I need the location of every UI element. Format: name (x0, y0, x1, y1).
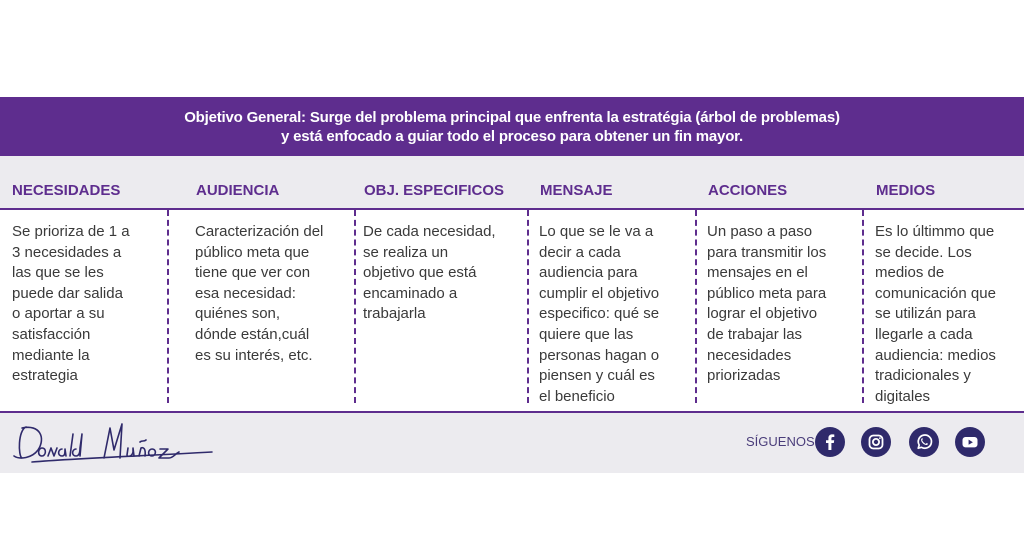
text-line: se decide. Los (875, 243, 972, 261)
text-line: el beneficio (539, 387, 615, 405)
text-line: cumplir el objetivo (539, 284, 660, 302)
column-divider (527, 210, 529, 403)
text-line: piensen y cuál es (539, 367, 655, 385)
text-line: de trabajar las (707, 325, 803, 343)
text-line: audiencia para (539, 264, 638, 282)
header-medios: MEDIOS (876, 182, 936, 199)
text-line: o aportar a su (12, 305, 105, 323)
text-line: tradicionales y (875, 367, 971, 385)
cell-audiencia (195, 222, 323, 366)
text-line: encaminado a (363, 284, 458, 302)
text-line: estrategia (12, 367, 78, 385)
text-line: lograr el objetivo (707, 305, 818, 323)
text-line: necesidades (707, 346, 792, 364)
text-line: digitales (875, 387, 931, 405)
header-obj-especificos: OBJ. ESPECIFICOS (364, 182, 505, 199)
text-line: público meta que (195, 243, 310, 261)
text-line: Es lo últimmo que (875, 223, 995, 240)
whatsapp-icon[interactable] (909, 427, 939, 457)
text-line: se realiza un (363, 243, 449, 261)
donald-munoz-signature-logo (12, 418, 222, 468)
text-line: Se prioriza de 1 a (12, 223, 130, 240)
header-necesidades: NECESIDADES (12, 182, 121, 199)
objective-line-1: Objetivo General: Surge del problema principal que enfrenta la estratégia (árbol de problemas) (184, 108, 840, 126)
objective-banner (0, 97, 1024, 156)
header-acciones: ACCIONES (708, 182, 788, 199)
text-line: se utilizán para (875, 305, 976, 323)
text-line: Caracterización del (195, 223, 324, 240)
cell-medios (875, 222, 996, 407)
text-line: Un paso a paso (707, 223, 813, 240)
text-line: personas hagan o (539, 346, 660, 364)
follow-label: SÍGUENOS (746, 434, 815, 449)
cell-necesidades (12, 222, 130, 387)
column-headers (0, 156, 1024, 210)
column-divider (167, 210, 169, 403)
text-line: mensajes en el (707, 264, 808, 282)
text-line: priorizadas (707, 367, 781, 385)
text-line: audiencia: medios (875, 346, 996, 364)
text-line: comunicación que (875, 284, 996, 302)
text-line: para transmitir los (707, 243, 827, 261)
text-line: De cada necesidad, (363, 223, 496, 240)
cell-mensaje (539, 222, 659, 407)
text-line: quiere que las (539, 325, 634, 343)
header-audiencia: AUDIENCIA (196, 182, 280, 199)
cell-obj-especificos (363, 222, 496, 325)
column-divider (862, 210, 864, 403)
text-line: mediante la (12, 346, 90, 364)
instagram-icon[interactable] (861, 427, 891, 457)
column-divider (354, 210, 356, 403)
text-line: quiénes son, (195, 305, 281, 323)
text-line: trabajarla (363, 305, 426, 323)
text-line: las que se les (12, 264, 104, 282)
text-line: especifico: qué se (539, 305, 660, 323)
youtube-icon[interactable] (955, 427, 985, 457)
text-line: satisfacción (12, 325, 91, 343)
text-line: tiene que ver con (195, 264, 311, 282)
text-line: esa necesidad: (195, 284, 296, 302)
table-body (0, 210, 1024, 413)
text-line: dónde están,cuál (195, 325, 310, 343)
text-line: puede dar salida (12, 284, 123, 302)
cell-acciones (707, 222, 826, 387)
text-line: decir a cada (539, 243, 621, 261)
text-line: llegarle a cada (875, 325, 973, 343)
header-mensaje: MENSAJE (540, 182, 613, 199)
text-line: es su interés, etc. (195, 346, 313, 364)
facebook-icon[interactable] (815, 427, 845, 457)
objective-line-2: y está enfocado a guiar todo el proceso para obtener un fin mayor. (281, 127, 743, 145)
text-line: medios de (875, 264, 945, 282)
column-divider (695, 210, 697, 403)
text-line: 3 necesidades a (12, 243, 122, 261)
text-line: Lo que se le va a (539, 223, 654, 240)
text-line: público meta para (707, 284, 827, 302)
text-line: objetivo que está (363, 264, 477, 282)
